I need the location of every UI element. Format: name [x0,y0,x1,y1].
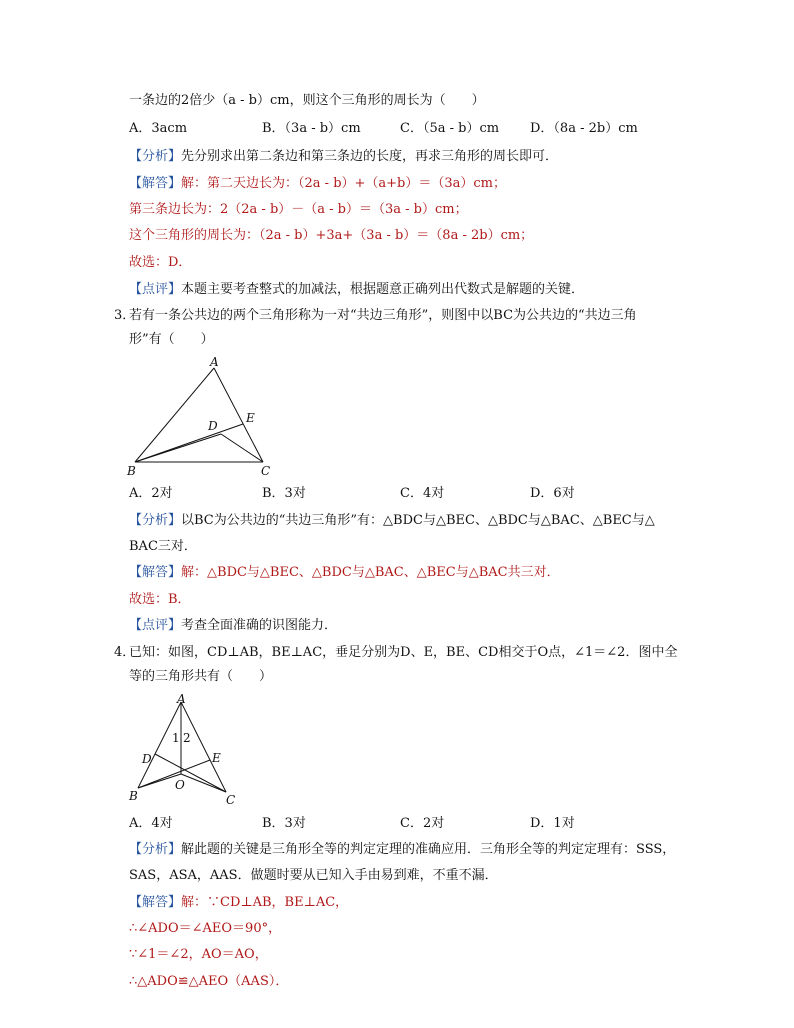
q4-label-angle-1: 1 [172,731,180,745]
q2-answer-line-4: 故选：D． [129,255,192,270]
q3-number: 3． [114,308,136,323]
q3-analysis-line-2: BAC三对． [129,539,197,554]
q4-option-d: D．1对 [530,816,575,831]
q4-label-b: B [129,789,138,803]
q3-option-d: D．6对 [530,486,575,501]
q3-comment [129,618,337,634]
q3-label-e: E [246,411,255,425]
q3-option-b: B．3对 [262,486,306,501]
q3-option-a: A．2对 [129,486,173,501]
q4-option-b: B．3对 [262,816,306,831]
q3-side-ac [214,368,263,462]
comment-tag: 【点评】 [129,282,182,297]
q4-answer-line-4: ∴△ADO≌△AEO（AAS）． [129,974,289,989]
q4-triangle-figure [126,692,246,810]
q3-answer-line-2: 故选：B． [129,592,191,607]
q2-answer-line-3: 这个三角形的周长为：（2a - b）+3a+（3a - b）＝（8a - 2b）cm； [129,228,534,243]
q4-answer-line-2: ∴∠ADO＝∠AEO＝90°， [129,921,282,936]
q4-label-angle-2: 2 [183,731,191,745]
q2-answer-line-1 [129,176,506,192]
comment-tag: 【点评】 [129,618,182,633]
comment-text: 考查全面准确的识图能力． [181,618,338,633]
answer-text: 解：∵CD⊥AB，BE⊥AC， [181,895,349,910]
answer-tag: 【解答】 [129,895,182,910]
q4-side-ac [181,702,226,792]
q4-label-c: C [226,793,236,807]
analysis-tag: 【分析】 [129,842,182,857]
q4-analysis-line-2: SAS，ASA，AAS．做题时要从已知入手由易到难，不重不漏． [129,868,498,883]
q4-option-c: C．2对 [400,816,445,831]
q2-option-b: B．（3a - b）cm [262,121,361,136]
q4-side-ab [138,702,181,788]
q3-stem-line-2: 形”有（ ） [129,332,214,347]
q3-label-a: A [210,355,219,369]
q4-answer-line-3: ∵∠1＝∠2，AO＝AO， [129,947,268,962]
q2-option-d: D．（8a - 2b）cm [530,121,638,136]
q4-label-e: E [212,751,221,765]
q3-label-b: B [127,464,136,478]
q4-option-a: A．4对 [129,816,173,831]
answer-tag: 【解答】 [129,176,182,191]
analysis-tag: 【分析】 [129,513,182,528]
analysis-text: 以BC为公共边的“共边三角形”有：△BDC与△BEC、△BDC与△BAC、△BEC与△ [181,513,655,528]
analysis-tag: 【分析】 [129,149,182,164]
q4-options [129,816,663,832]
q4-number: 4． [114,645,136,660]
q3-segment-bd [135,434,221,462]
q4-label-o: O [175,778,185,792]
q2-option-a: A．3acm [129,121,188,136]
q3-analysis-line-1 [129,513,655,529]
q4-stem-line-2: 等的三角形共有（ ） [129,669,273,684]
q4-stem-line-1: 已知：如图，CD⊥AB，BE⊥AC，垂足分别为D、E，BE、CD相交于O点，∠1＝∠2．图中全 [129,645,678,660]
q2-stem-tail: 一条边的2倍少（a - b）cm，则这个三角形的周长为（ ） [129,93,485,108]
q2-option-c: C．（5a - b）cm [400,121,500,136]
q4-label-d: D [142,752,152,766]
answer-text: 解：第二天边长为：（2a - b）+（a+b）＝（3a）cm； [181,176,507,191]
q4-answer-line-1 [129,895,348,911]
q3-stem-line-1: 若有一条公共边的两个三角形称为一对“共边三角形”，则图中以BC为公共边的“共边三角 [129,308,637,323]
q3-option-c: C．4对 [400,486,445,501]
q4-segment-co [181,774,226,792]
q2-answer-line-2: 第三条边长为：2（2a - b）－（a - b）＝（3a - b）cm； [129,202,468,217]
q4-analysis-line-1 [129,842,675,858]
analysis-text: 先分别求出第二条边和第三条边的长度，再求三角形的周长即可． [181,149,559,164]
q3-label-c: C [261,464,271,478]
q4-label-a: A [177,692,186,706]
q2-comment [129,282,584,298]
q2-options [129,121,663,137]
q3-answer-line-1 [129,565,560,581]
q3-label-d: D [208,419,218,433]
comment-text: 本题主要考查整式的加减法，根据题意正确列出代数式是解题的关键． [181,282,585,297]
analysis-text: 解此题的关键是三角形全等的判定定理的准确应用．三角形全等的判定定理有：SSS， [181,842,676,857]
q2-analysis [129,149,558,165]
q3-segment-dc [221,434,263,462]
answer-tag: 【解答】 [129,565,182,580]
q3-options [129,486,663,502]
answer-text: 解：△BDC与△BEC、△BDC与△BAC、△BEC与△BAC共三对． [181,565,560,580]
q3-triangle-figure [122,354,282,479]
